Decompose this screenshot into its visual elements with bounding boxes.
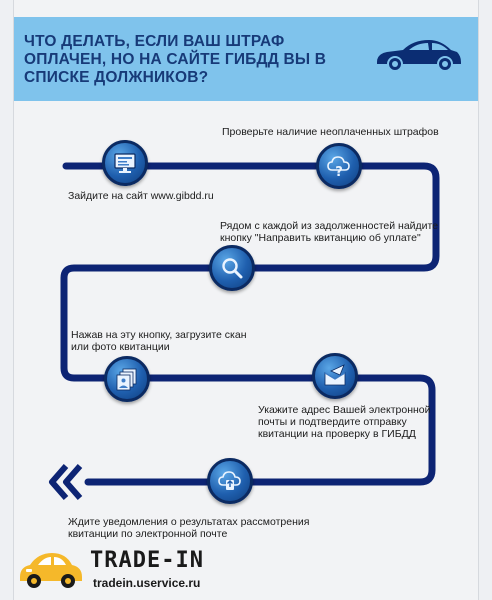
step-6-icon: [207, 458, 253, 504]
cloud-question-icon: [326, 153, 352, 179]
step-5-label: Укажите адрес Вашей электронной почты и подтвердите отправку квитанции на проверку в ГИБДД: [258, 404, 431, 440]
computer-icon: [112, 150, 138, 176]
step-4-label: Нажав на эту кнопку, загрузите скан или фото квитанции: [71, 329, 247, 353]
cloud-upload-icon: [217, 468, 243, 494]
step-4-icon: [104, 356, 150, 402]
step-2-icon: [316, 143, 362, 189]
photos-icon: [114, 366, 140, 392]
page-title: ЧТО ДЕЛАТЬ, ЕСЛИ ВАШ ШТРАФ ОПЛАЧЕН, НО НА САЙТЕ ГИБДД ВЫ В СПИСКЕ ДОЛЖНИКОВ?: [24, 33, 327, 86]
logo-url: tradein.uservice.ru: [93, 576, 201, 590]
svg-text:?: ?: [335, 165, 343, 179]
email-send-icon: [322, 363, 348, 389]
step-3-label: Рядом с каждой из задолженностей найдите кнопку "Направить квитанцию об уплате": [220, 220, 439, 244]
step-1-icon: [102, 140, 148, 186]
step-3-icon: [209, 245, 255, 291]
step-2-label: Проверьте наличие неоплаченных штрафов: [222, 126, 439, 138]
search-icon: [219, 255, 245, 281]
logo-car-icon: [16, 547, 86, 592]
logo-name: TRADE-IN: [90, 548, 204, 573]
step-6-label: Ждите уведомления о результатах рассмотрения квитанции по электронной почте: [68, 516, 310, 540]
step-1-label: Зайдите на сайт www.gibdd.ru: [68, 190, 214, 202]
step-5-icon: [312, 353, 358, 399]
